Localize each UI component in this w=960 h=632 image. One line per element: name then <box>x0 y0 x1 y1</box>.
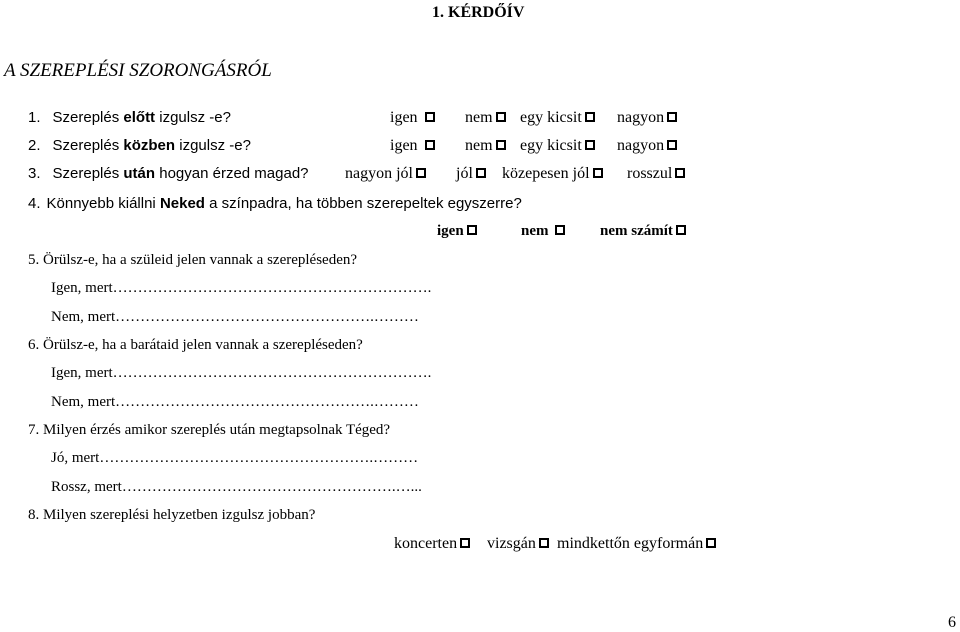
question-text: Könnyebb kiállni <box>46 195 160 212</box>
q6-answer-no[interactable]: Nem, mert…………………………………………….……… <box>51 394 419 410</box>
question-text: Szereplés <box>52 137 124 154</box>
question-5: 5. Örülsz-e, ha a szüleid jelen vannak a szerepléseden? <box>28 252 358 268</box>
q2-option-igen[interactable]: igen <box>390 137 435 155</box>
checkbox-icon[interactable] <box>539 538 549 548</box>
q8-option-mindketton[interactable]: mindkettőn egyformán <box>557 535 716 553</box>
question-emphasis: után <box>123 165 156 182</box>
checkbox-icon[interactable] <box>706 538 716 548</box>
q8-option-koncerten[interactable]: koncerten <box>394 535 470 553</box>
question-text: Szereplés <box>52 109 124 126</box>
q2-option-egy-kicsit[interactable]: egy kicsit <box>520 137 595 155</box>
q8-option-vizsgan[interactable]: vizsgán <box>487 535 549 553</box>
page-title: 1. KÉRDŐÍV <box>432 4 525 21</box>
checkbox-icon[interactable] <box>667 112 677 122</box>
q3-option-kozepesen-jol[interactable]: közepesen jól <box>502 165 603 183</box>
question-4 <box>28 195 522 212</box>
section-title: A SZEREPLÉSI SZORONGÁSRÓL <box>4 60 272 81</box>
question-emphasis: Neked <box>159 195 205 212</box>
checkbox-icon[interactable] <box>496 112 506 122</box>
checkbox-icon[interactable] <box>593 168 603 178</box>
question-number: 3. <box>28 165 41 182</box>
q3-option-nagyon-jol[interactable]: nagyon jól <box>345 165 426 183</box>
checkbox-icon[interactable] <box>676 225 686 235</box>
checkbox-icon[interactable] <box>425 140 435 150</box>
q6-answer-yes[interactable]: Igen, mert………………………………………………………. <box>51 365 432 381</box>
checkbox-icon[interactable] <box>675 168 685 178</box>
question-text-end: izgulsz -e? <box>155 109 231 126</box>
checkbox-icon[interactable] <box>460 538 470 548</box>
checkbox-icon[interactable] <box>416 168 426 178</box>
q1-option-egy-kicsit[interactable]: egy kicsit <box>520 109 595 127</box>
q3-option-jol[interactable]: jól <box>456 165 486 183</box>
page-number: 6 <box>948 614 956 631</box>
question-2 <box>28 137 251 154</box>
checkbox-icon[interactable] <box>476 168 486 178</box>
q7-answer-good[interactable]: Jó, mert……………………………………………….……… <box>51 450 419 466</box>
question-8: 8. Milyen szereplési helyzetben izgulsz jobban? <box>28 507 316 523</box>
q5-answer-yes[interactable]: Igen, mert………………………………………………………. <box>51 280 432 296</box>
checkbox-icon[interactable] <box>467 225 477 235</box>
question-3 <box>28 165 309 182</box>
checkbox-icon[interactable] <box>667 140 677 150</box>
question-number: 2. <box>28 137 41 154</box>
q7-answer-bad[interactable]: Rossz, mert……………………………………………….…... <box>51 479 422 495</box>
question-emphasis: előtt <box>123 109 156 126</box>
question-6: 6. Örülsz-e, ha a barátaid jelen vannak a szerepléseden? <box>28 337 363 353</box>
q1-option-nagyon[interactable]: nagyon <box>617 109 677 127</box>
q4-option-igen[interactable]: igen <box>437 223 477 240</box>
q3-option-rosszul[interactable]: rosszul <box>627 165 685 183</box>
q4-option-nem-szamit[interactable]: nem számít <box>600 223 686 240</box>
q5-answer-no[interactable]: Nem, mert…………………………………………….……… <box>51 309 419 325</box>
question-7: 7. Milyen érzés amikor szereplés után megtapsolnak Téged? <box>28 422 391 438</box>
checkbox-icon[interactable] <box>555 225 565 235</box>
question-number: 1. <box>28 109 41 126</box>
question-1 <box>28 109 231 126</box>
question-text-end: hogyan érzed magad? <box>155 165 309 182</box>
q2-option-nem[interactable]: nem <box>465 137 506 155</box>
question-text-end: izgulsz -e? <box>175 137 251 154</box>
question-emphasis: közben <box>123 137 176 154</box>
question-number: 4. <box>28 195 41 212</box>
checkbox-icon[interactable] <box>425 112 435 122</box>
q1-option-nem[interactable]: nem <box>465 109 506 127</box>
checkbox-icon[interactable] <box>496 140 506 150</box>
checkbox-icon[interactable] <box>585 112 595 122</box>
question-text-end: a színpadra, ha többen szerepeltek egyszerre? <box>204 195 522 212</box>
q4-option-nem[interactable]: nem <box>521 223 565 240</box>
question-text: Szereplés <box>52 165 124 182</box>
q2-option-nagyon[interactable]: nagyon <box>617 137 677 155</box>
checkbox-icon[interactable] <box>585 140 595 150</box>
q1-option-igen[interactable]: igen <box>390 109 435 127</box>
